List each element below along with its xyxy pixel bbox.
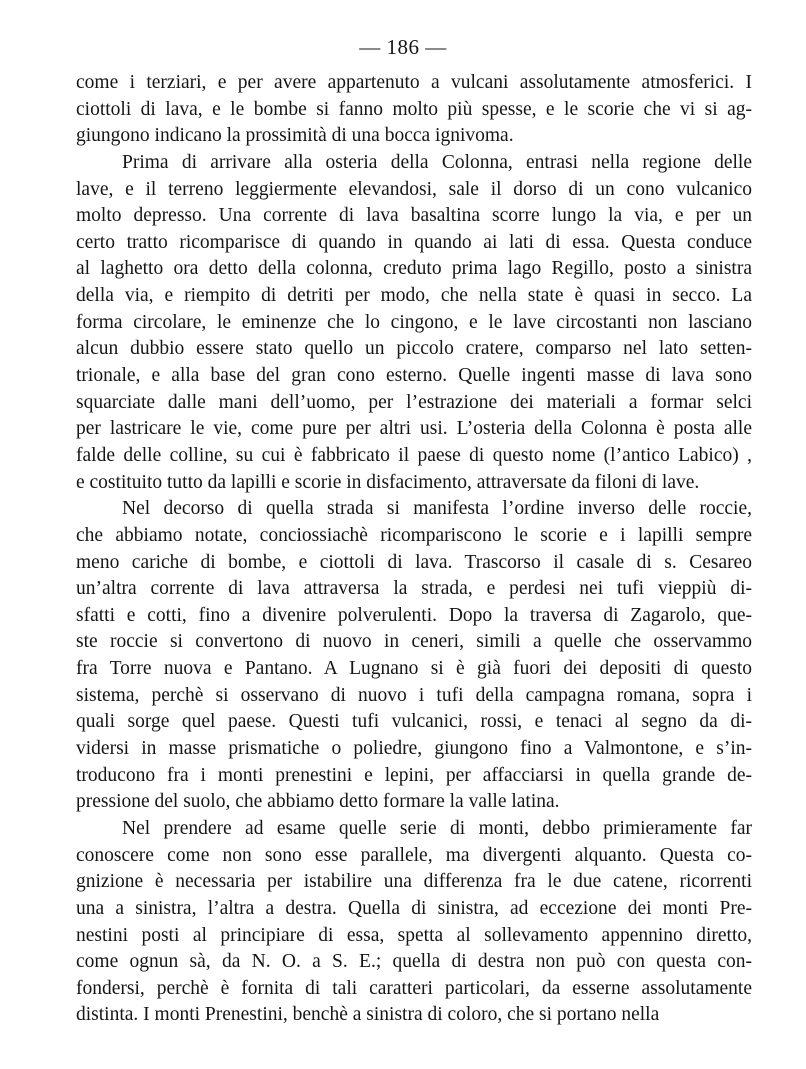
- text-line: Nel prendere ad esame quelle serie di monti, debbo primieramente far: [122, 817, 752, 839]
- text-line: squarciate dalle mani dell’uomo, per l’estrazione dei materiali a formar selci: [76, 391, 752, 413]
- text-line: come ognun sà, da N. O. a S. E.; quella di destra non può con questa con-: [76, 951, 752, 973]
- text-line: forma circolare, le eminenze che lo cingono, e le lave circostanti non lasciano: [76, 311, 752, 333]
- text-line: meno cariche di bombe, e ciottoli di lava. Trascorso il casale di s. Cesareo: [76, 551, 752, 573]
- text-line: conoscere come non sono esse parallele, ma divergenti alquanto. Questa co-: [76, 844, 752, 866]
- paragraph: [76, 816, 752, 1029]
- text-line: quali sorge quel paese. Questi tufi vulcanici, rossi, e tenaci al segno da di-: [76, 711, 752, 733]
- text-line: che abbiamo notate, conciossiachè ricompariscono le scorie e i lapilli sempre: [76, 524, 752, 546]
- paragraph: [76, 70, 752, 150]
- text-line: della via, e riempito di detriti per modo, che nella state è quasi in secco. La: [76, 285, 752, 307]
- text-line: molto depresso. Una corrente di lava basaltina scorre lungo la via, e per un: [76, 205, 752, 227]
- text-line: fra Torre nuova e Pantano. A Lugnano si è già fuori dei depositi di questo: [76, 658, 752, 680]
- text-line: ciottoli di lava, e le bombe si fanno molto più spesse, e le scorie che vi si ag-: [76, 98, 752, 120]
- text-line: distinta. I monti Prenestini, benchè a sinistra di coloro, che si portano nella: [76, 1004, 660, 1026]
- text-line: come i terziari, e per avere appartenuto a vulcani assolutamente atmosferici. I: [76, 72, 752, 93]
- text-line: e costituito tutto da lapilli e scorie in disfacimento, attraversate da filoni di lave.: [76, 471, 700, 493]
- text-line: certo tratto ricomparisce di quando in quando ai lati di essa. Questa conduce: [76, 231, 752, 253]
- text-line: un’altra corrente di lava attraversa la strada, e perdesi nei tufi vieppiù di-: [76, 578, 752, 600]
- page-number: — 186 —: [359, 35, 447, 59]
- text-line: giungono indicano la prossimità di una bocca ignivoma.: [76, 125, 514, 147]
- text-line: vidersi in masse prismatiche o poliedre, giungono fino a Valmontone, e s’in-: [76, 738, 752, 760]
- text-line: gnizione è necessaria per istabilire una differenza fra le due catene, ricorrenti: [76, 871, 752, 893]
- paragraph: [76, 150, 752, 496]
- text-line: una a sinistra, l’altra a destra. Quella di sinistra, ad eccezione dei monti Pre-: [76, 897, 752, 919]
- text-line: sistema, perchè si osservano di nuovo i tufi della campagna romana, sopra i: [76, 684, 752, 706]
- text-line: pressione del suolo, che abbiamo detto formare la valle latina.: [76, 791, 560, 813]
- text-line: lave, e il terreno leggiermente elevandosi, sale il dorso di un cono vulcanico: [76, 178, 752, 200]
- text-line: trionale, e alla base del gran cono esterno. Quelle ingenti masse di lava sono: [76, 365, 752, 387]
- text-line: per lastricare le vie, come pure per altri usi. L’osteria della Colonna è posta alle: [76, 418, 752, 440]
- text-line: Prima di arrivare alla osteria della Colonna, entrasi nella regione delle: [122, 151, 752, 173]
- text-line: Nel decorso di quella strada si manifesta l’ordine inverso delle roccie,: [122, 498, 752, 520]
- body-text: [76, 70, 752, 1029]
- text-line: fondersi, perchè è fornita di tali caratteri particolari, da esserne assolutamente: [76, 977, 752, 999]
- text-line: troducono fra i monti prenestini e lepini, per affacciarsi in quella grande de-: [76, 764, 752, 786]
- text-line: al laghetto ora detto della colonna, creduto prima lago Regillo, posto a sinistra: [76, 258, 752, 280]
- text-line: ste roccie si convertono di nuovo in ceneri, simili a quelle che osservammo: [76, 631, 752, 653]
- text-line: sfatti e cotti, fino a divenire polverulenti. Dopo la traversa di Zagarolo, que-: [76, 604, 752, 626]
- text-line: falde delle colline, su cui è fabbricato il paese di questo nome (l’antico Labico) ,: [76, 444, 752, 466]
- text-line: nestini posti al principiare di essa, spetta al sollevamento appennino diretto,: [76, 924, 752, 946]
- paragraph: [76, 496, 752, 816]
- text-line: alcun dubbio essere stato quello un piccolo cratere, comparso nel lato setten-: [76, 338, 752, 360]
